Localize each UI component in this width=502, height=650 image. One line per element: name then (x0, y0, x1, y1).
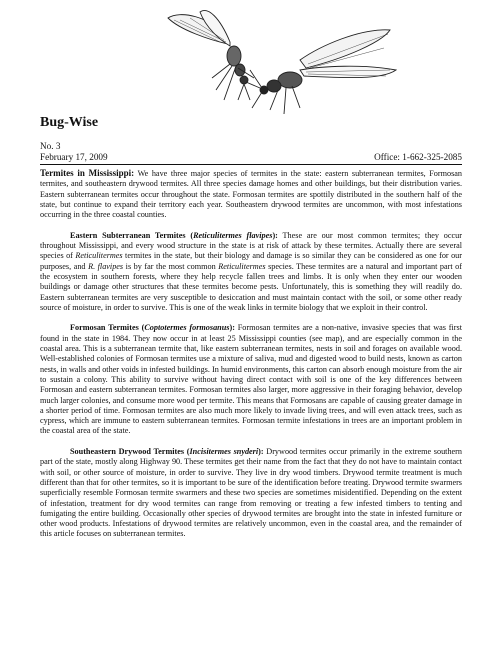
winged-termite-left-icon (168, 10, 260, 100)
intro-lead: Termites in Mississippi: (40, 168, 135, 178)
intro-text: We have three major species of termites in the state: eastern subterranean termites, Formosan termites, and southeastern drywood termites. All three species damage homes and other buildings, but their distribution varies. Eastern subterranean termites occur throughout the state. Formosan termites are spottily distributed in the southern half of the state, but continue to expand their territory each year. Southeastern drywood termites are uncommon, with most infestations occurring in the three coastal counties. (40, 169, 462, 220)
header-divider (40, 164, 462, 165)
eastern-heading-close: ): (272, 230, 278, 240)
formosan-paragraph (40, 323, 462, 436)
formosan-heading-close: ): (229, 323, 235, 333)
formosan-text: Formosan termites are a non-native, invasive species that was first found in the state in 1984. They now occur in at least 25 Mississippi counties (see map), and are especially common in the coastal area. This is a subterranean termite that, like eastern subterranean termites, nests in soil and forages on available wood. Well-established colonies of Formosan termites use a mixture of saliva, mud and digested wood to build nests, known as carton nests, in walls and other voids in infested buildings. In humid environments, this carton can absorb enough moisture from the air to sustain a colony. This ability to survive without having direct contact with soil is one of the key differences between Formosan and eastern subterranean termites. Formosan termites also larger, more aggressive in their foraging behavior, develop much larger colonies, and consume more wood per termite. This means that Formosans are capable of causing greater damage in a shorter period of time. Formosan termites are also much more likely to invade living trees, and will even attack trees, such as cypress, which are immune to eastern subterranean termites. Formosan termite infestations in trees are an important problem in the coastal area of the state. (40, 323, 462, 436)
drywood-text: Drywood termites occur primarily in the extreme southern part of the state, mostly along Highway 90. These termites get their name from the fact that they do not have to maintain contact with soil, or other source of moisture, in order to survive. They live in dry wood timbers. Drywood termite treatment is much different than that for other termites, so it is important to be sure of the identification before treating. Drywood termite swarmers superficially resemble Formosan termite swarmers and these two species are sometimes misidentified. Depending on the extent of infestation, treatment for dry wood termites can range from removing or treating a few infested timbers to tenting and fumigating the entire building. Occasionally other species of drywood termites are brought into the state in infested furniture or other wood products. Infestations of drywood termites are relatively uncommon, even in the coastal area, and the remainder of this article focuses on subterranean termites. (40, 447, 462, 539)
eastern-text-1: These are our most common termites; they occur throughout Mississippi, and every wood structure in the state is at risk of attack by these termites. Actually there are several species of (40, 230, 462, 261)
eastern-genus-1: Reticulitermes (75, 251, 123, 261)
eastern-heading-text: Eastern Subterranean Termites ( (70, 230, 194, 240)
issue-number: No. 3 (40, 141, 61, 151)
article-body (40, 168, 462, 550)
eastern-species-abbrev: R. flavipes (88, 261, 124, 271)
eastern-text-2: termites in the state, but their biology and damage is so similar they can be considered as one for our purposes, and (40, 251, 462, 271)
eastern-scientific-name: Reticulitermes flavipes (193, 230, 273, 240)
eastern-text-3: is by far the most common (123, 261, 219, 271)
formosan-scientific-name: Coptotermes formosanus (144, 323, 230, 333)
newsletter-title: Bug-Wise (40, 115, 99, 130)
intro-paragraph (40, 168, 462, 220)
winged-termite-right-icon (250, 30, 396, 114)
issue-date: February 17, 2009 (40, 152, 108, 162)
drywood-heading-close: ): (258, 447, 264, 457)
formosan-heading (70, 323, 235, 332)
eastern-genus-2: Reticulitermes (218, 261, 266, 271)
eastern-text-4: species. These termites are a natural and important part of the ecosystem in southern forests, where they help recycle fallen trees and limbs. It is only when they enter our wooden buildings or damage other structures that these termites become pests. Unfortunately, this is something they will readily do. Eastern subterranean termites are very susceptible to desiccation and must maintain contact with the soil, or some other ready source of moisture, in order to survive. This is one of the weak links in termite biology that we exploit in their control. (40, 261, 462, 312)
termite-swarmer-illustration (150, 8, 410, 120)
drywood-paragraph (40, 447, 462, 540)
drywood-scientific-name: Incisitermes snyderi (189, 447, 259, 457)
office-phone: Office: 1-662-325-2085 (374, 152, 462, 162)
drywood-heading (70, 447, 264, 456)
formosan-heading-text: Formosan Termites ( (70, 323, 145, 333)
eastern-heading (70, 231, 278, 240)
eastern-paragraph (40, 231, 462, 313)
drywood-heading-text: Southeastern Drywood Termites ( (70, 447, 190, 457)
